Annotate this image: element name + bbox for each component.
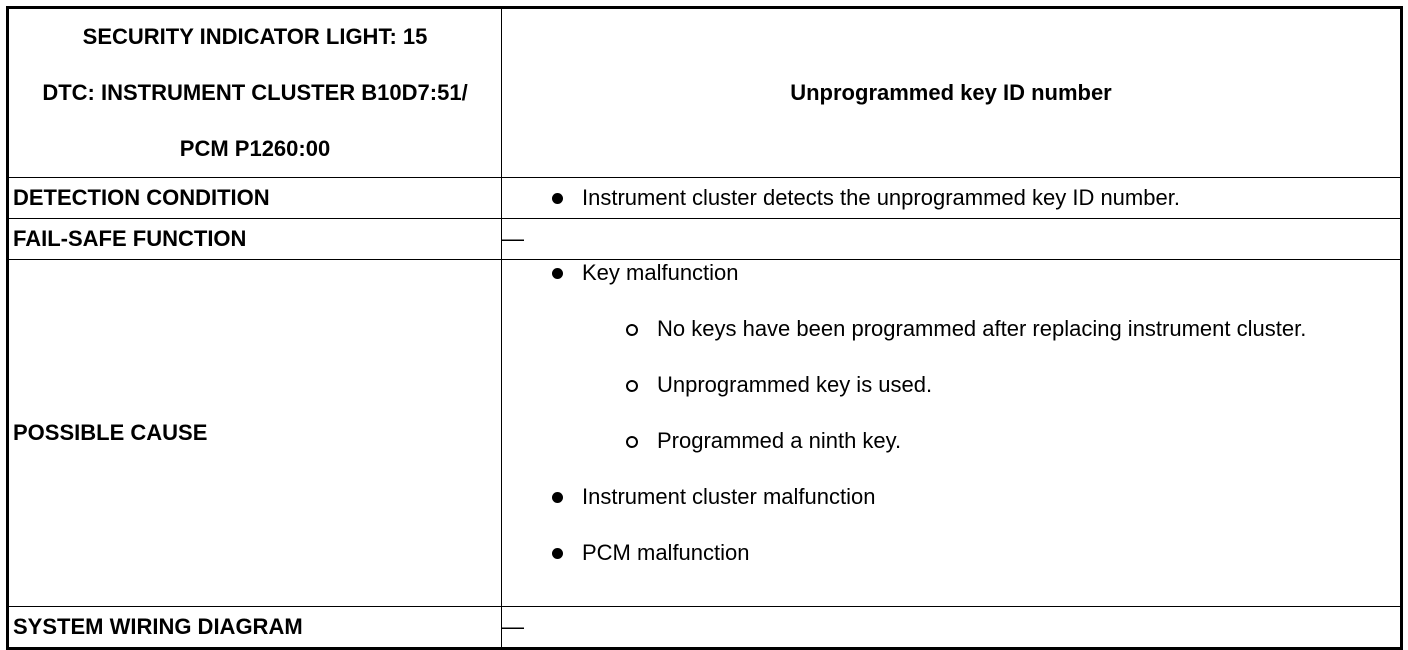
cause-pcm-malfunction: PCM malfunction — [582, 540, 750, 565]
header-title-cell — [502, 8, 1402, 178]
possible-cause-value — [502, 260, 1402, 607]
list-item — [502, 260, 1400, 286]
cause-key-malfunction: Key malfunction — [582, 260, 739, 285]
system-wiring-label: SYSTEM WIRING DIAGRAM — [8, 607, 502, 649]
detection-condition-label: DETECTION CONDITION — [8, 178, 502, 219]
bullet-dot-icon — [552, 492, 563, 503]
system-wiring-value: — — [502, 607, 1402, 649]
bullet-dot-icon — [552, 548, 563, 559]
cause-sub-unprogrammed-key: Unprogrammed key is used. — [657, 372, 933, 397]
cause-sub-no-keys-programmed: No keys have been programmed after replacing instrument cluster. — [657, 316, 1307, 341]
fail-safe-value: — — [502, 219, 1402, 260]
dtc-pcm-text: PCM P1260:00 — [179, 136, 331, 161]
bullet-dot-icon — [552, 268, 563, 279]
detection-condition-row — [8, 178, 1402, 219]
fail-safe-row — [8, 219, 1402, 260]
list-item — [502, 372, 1400, 398]
bullet-dot-icon — [552, 193, 563, 204]
list-item — [502, 428, 1400, 454]
dtc-instrument-cluster-text: DTC: INSTRUMENT CLUSTER B10D7:51/ — [42, 80, 468, 105]
detection-condition-value — [502, 178, 1402, 219]
list-item — [502, 316, 1400, 342]
list-item — [502, 540, 1400, 566]
possible-cause-label: POSSIBLE CAUSE — [8, 260, 502, 607]
cause-instrument-cluster-malfunction: Instrument cluster malfunction — [582, 484, 876, 509]
header-dtc-cell — [8, 8, 502, 178]
indicator-light-text: SECURITY INDICATOR LIGHT: 15 — [82, 24, 428, 49]
bullet-circle-icon — [626, 436, 638, 448]
bullet-circle-icon — [626, 324, 638, 336]
possible-cause-row — [8, 260, 1402, 607]
list-item — [502, 484, 1400, 510]
list-item — [502, 185, 1400, 211]
bullet-circle-icon — [626, 380, 638, 392]
dtc-title: Unprogrammed key ID number — [790, 79, 1112, 105]
header-row — [8, 8, 1402, 178]
detection-condition-text: Instrument cluster detects the unprogrammed key ID number. — [582, 185, 1180, 210]
cause-sub-ninth-key: Programmed a ninth key. — [657, 428, 902, 453]
dtc-info-table — [6, 6, 1403, 650]
system-wiring-row — [8, 607, 1402, 649]
fail-safe-label: FAIL-SAFE FUNCTION — [8, 219, 502, 260]
